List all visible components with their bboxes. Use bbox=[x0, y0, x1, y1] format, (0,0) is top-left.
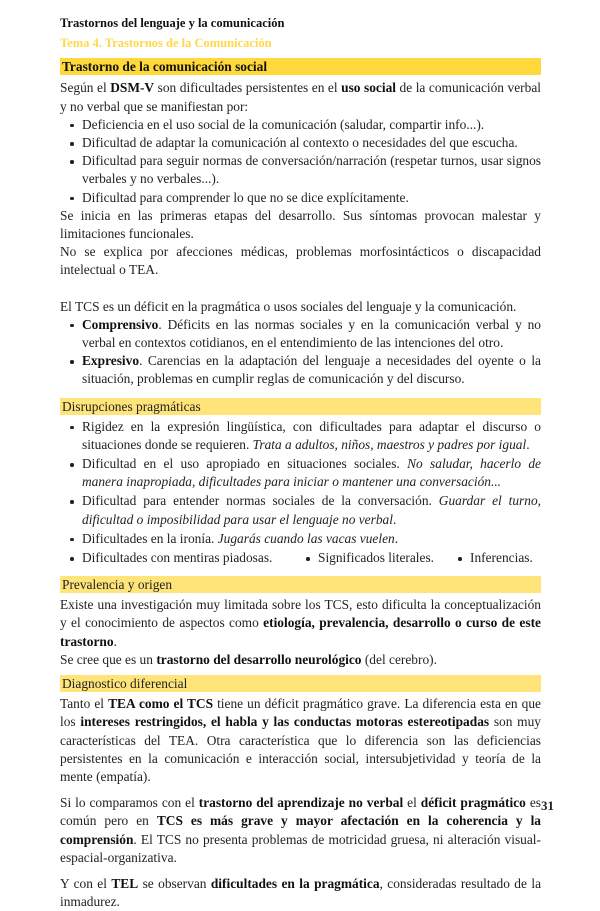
italic-example: Trata a adultos, niños, maestros y padres por igual bbox=[252, 436, 527, 452]
bold-text: déficit pragmático bbox=[420, 795, 526, 811]
text-run: Se cree que es un bbox=[60, 651, 157, 667]
text-run: son dificultades persistentes en el bbox=[154, 80, 342, 96]
text-run: Dificultad de adaptar la comunicación al contexto o necesidades del que escucha. bbox=[82, 135, 518, 151]
text-run: . Déficits en las normas sociales y en la comunicación verbal y no verbal en contextos cotidianos, en el entendimiento de las intenciones del otro. bbox=[82, 316, 541, 351]
bullet-list bbox=[60, 418, 541, 548]
section-heading: Disrupciones pragmáticas bbox=[60, 398, 541, 415]
text-run: de la comunicación verbal y no verbal que se manifiestan por: bbox=[60, 80, 541, 114]
list-item bbox=[318, 549, 470, 567]
bullet-list bbox=[60, 316, 541, 389]
list-item bbox=[82, 116, 541, 134]
bold-text: TEL bbox=[111, 875, 139, 891]
text-run: (del cerebro). bbox=[361, 651, 437, 667]
text-run: No se explica por afecciones médicas, problemas morfosintácticos o discapacidad intelectual o TEA. bbox=[60, 244, 541, 278]
text-run: son muy características del TEA. Otra característica que lo diferencia son las deficiencias persistentes en la comunicación e interacción social, intersubjetividad y teoría de la mente (empatía). bbox=[60, 714, 541, 784]
list-item bbox=[82, 189, 541, 207]
text-run: es común pero en bbox=[60, 795, 541, 829]
bold-text: DSM-V bbox=[110, 80, 155, 96]
list-item bbox=[82, 352, 541, 388]
paragraph bbox=[60, 79, 541, 115]
text-run: se observan bbox=[138, 875, 211, 891]
text-run: Tanto el bbox=[60, 696, 109, 712]
text-run: Dificultades en la ironía. bbox=[82, 530, 218, 546]
text-run: Según el bbox=[60, 80, 111, 96]
list-item bbox=[82, 134, 541, 152]
document-subtitle: Tema 4. Trastornos de la Comunicación bbox=[60, 36, 272, 51]
document-body bbox=[60, 58, 541, 911]
bullet-list bbox=[60, 548, 541, 567]
list-item bbox=[82, 316, 541, 352]
text-run: Dificultad en el uso apropiado en situaciones sociales. bbox=[82, 456, 408, 472]
page-number: 31 bbox=[541, 798, 554, 813]
bold-text: etiología, prevalencia, desarrollo o curso de este trastorno bbox=[60, 615, 541, 649]
text-run: Si lo comparamos con el bbox=[60, 795, 199, 811]
section-heading: Prevalencia y origen bbox=[60, 576, 541, 593]
paragraph bbox=[60, 794, 541, 867]
text-run: Significados literales. bbox=[318, 550, 435, 566]
text-run: . Carencias en la adaptación del lenguaje a necesidades del oyente o la situación, problemas en cumplir reglas de comunicación y del discurso. bbox=[82, 353, 541, 387]
italic-example: Jugarás cuando las vacas vuelen bbox=[217, 530, 395, 546]
document-title: Trastornos del lenguaje y la comunicación bbox=[60, 16, 285, 30]
bold-text: uso social bbox=[341, 80, 396, 96]
text-run: , consideradas resultado de la inmadurez. bbox=[60, 875, 542, 910]
bold-text: trastorno del aprendizaje no verbal bbox=[198, 795, 404, 811]
section-heading: Diagnostico diferencial bbox=[60, 675, 541, 692]
paragraph bbox=[60, 207, 541, 243]
bold-text: intereses restringidos, el habla y las conductas motoras estereotipadas bbox=[80, 714, 490, 730]
text-run: Dificultad para comprender lo que no se dice explícitamente. bbox=[82, 189, 409, 205]
list-item bbox=[470, 549, 533, 567]
text-run: tiene un déficit pragmático grave. La diferencia esta en que los bbox=[60, 696, 541, 730]
text-run: Inferencias. bbox=[470, 550, 533, 566]
list-item bbox=[82, 492, 541, 528]
paragraph bbox=[60, 596, 541, 651]
bold-text: TEA como el TCS bbox=[108, 696, 214, 712]
bold-text: Expresivo bbox=[82, 353, 140, 369]
text-run: Dificultad para entender normas sociales de la conversación. bbox=[82, 493, 439, 509]
document-page bbox=[60, 14, 541, 911]
text-run: . bbox=[526, 436, 530, 452]
text-run: Dificultades con mentiras piadosas. bbox=[82, 550, 273, 566]
paragraph bbox=[60, 875, 541, 911]
text-run: Y con el bbox=[60, 875, 112, 891]
bold-text: trastorno del desarrollo neurológico bbox=[156, 651, 362, 667]
bold-text: Comprensivo bbox=[82, 316, 159, 332]
list-item bbox=[82, 530, 541, 548]
paragraph bbox=[60, 695, 541, 786]
paragraph bbox=[60, 651, 541, 669]
text-run: Dificultad para seguir normas de conversación/narración (respetar turnos, usar signos verbales y no verbales...). bbox=[82, 153, 541, 187]
text-run: Existe una investigación muy limitada sobre los TCS, esto dificulta la conceptualización y el conocimiento de aspectos como bbox=[60, 597, 541, 631]
section-heading: Trastorno de la comunicación social bbox=[60, 58, 541, 75]
italic-example: Guardar el turno, dificultad o imposibilidad para usar el lenguaje no verbal bbox=[82, 493, 541, 527]
text-run: . bbox=[392, 511, 397, 527]
bold-text: dificultades en la pragmática bbox=[210, 875, 380, 891]
list-item bbox=[82, 455, 541, 491]
text-run: Se inicia en las primeras etapas del desarrollo. Sus síntomas provocan malestar y limitaciones funcionales. bbox=[60, 207, 541, 242]
list-item bbox=[82, 152, 541, 188]
text-run: Rigidez en la expresión lingüística, con dificultades para adaptar el discurso o situaciones donde se requieren. bbox=[82, 418, 541, 452]
bullet-list bbox=[60, 116, 541, 207]
text-run: . bbox=[394, 530, 399, 546]
text-run: . bbox=[113, 633, 117, 649]
text-run: El TCS es un déficit en la pragmática o usos sociales del lenguaje y la comunicación. bbox=[60, 298, 517, 314]
paragraph bbox=[60, 243, 541, 279]
italic-example: No saludar, hacerlo de manera inapropiada, dificultades para iniciar o mantener una conversación... bbox=[82, 456, 541, 490]
text-run: Deficiencia en el uso social de la comunicación (saludar, compartir info...). bbox=[82, 116, 485, 132]
list-item bbox=[82, 418, 541, 454]
bold-text: TCS es más grave y mayor afectación en la coherencia y la comprensión bbox=[60, 813, 541, 847]
text-run: . El TCS no presenta problemas de motricidad gruesa, ni alteración visual-espacial-organizativa. bbox=[60, 831, 541, 865]
text-run: el bbox=[403, 795, 421, 811]
list-item bbox=[82, 549, 318, 567]
paragraph bbox=[60, 298, 541, 316]
